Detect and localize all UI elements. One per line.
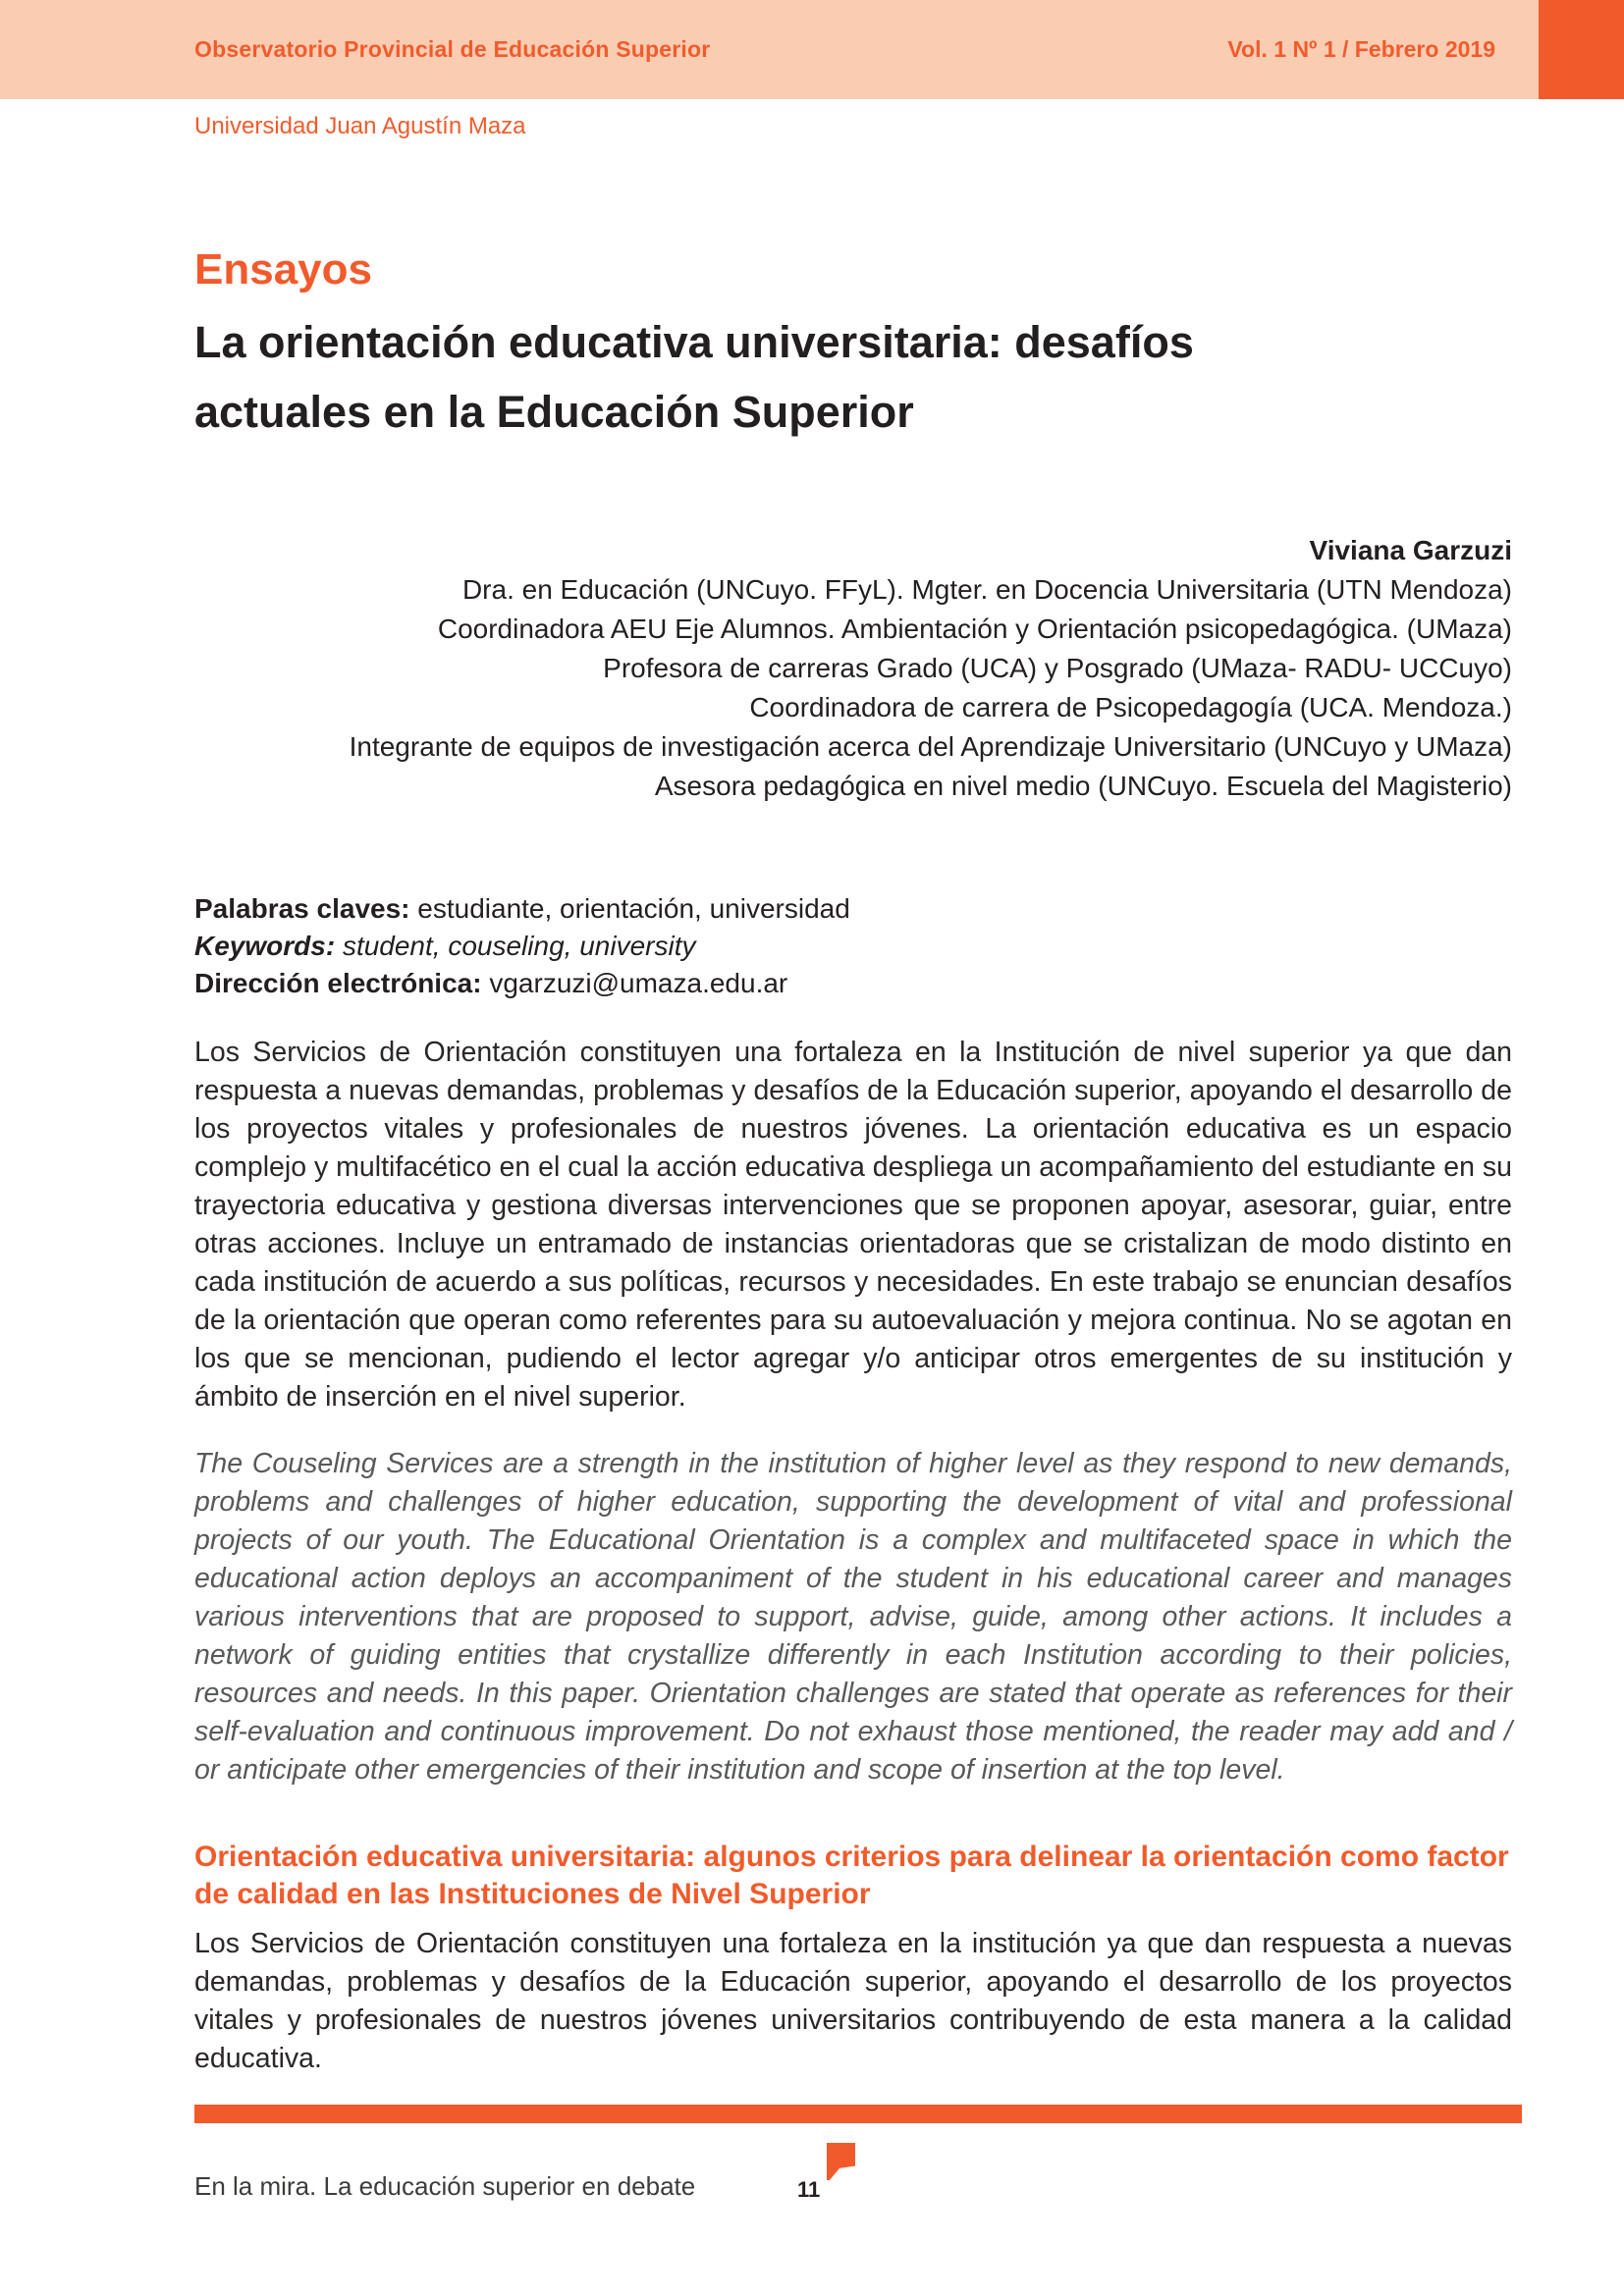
section-heading: Orientación educativa universitaria: algunos criterios para delinear la orientación como factor de calidad en las Instituciones de Nivel Superior	[194, 1840, 1509, 1910]
email-value: vgarzuzi@umaza.edu.ar	[489, 968, 788, 998]
author-affiliation: Coordinadora AEU Eje Alumnos. Ambientación y Orientación psicopedagógica. (UMaza)	[437, 614, 1512, 644]
keywords-en-value: student, couseling, university	[342, 931, 696, 961]
issue-info: Vol. 1 Nº 1 / Febrero 2019	[1227, 36, 1495, 62]
header-band	[0, 0, 1624, 99]
section-label: Ensayos	[194, 245, 372, 294]
author-name: Viviana Garzuzi	[1309, 535, 1512, 565]
bookmark-flag-icon	[827, 2143, 855, 2180]
keywords-es-label: Palabras claves:	[194, 893, 410, 924]
bottom-accent-bar	[194, 2105, 1522, 2123]
footer-tagline: En la mira. La educación superior en debate	[194, 2171, 696, 2201]
author-affiliation: Asesora pedagógica en nivel medio (UNCuyo. Escuela del Magisterio)	[654, 771, 1512, 801]
keywords-en-label: Keywords:	[194, 931, 336, 961]
author-block	[194, 531, 1512, 806]
article-title: La orientación educativa universitaria: desafíos actuales en la Educación Superior	[194, 317, 1194, 437]
article-content	[194, 99, 1512, 2106]
email-line	[194, 965, 1512, 1002]
abstract-english: The Couseling Services are a strength in the institution of higher level as they respond to new demands, problems and challenges of higher education, supporting the development of vital and professional projects of our youth. The Educational Orientation is a complex and multifaceted space in which the educational action deploys an accompaniment of the student in his educational career and manages various interventions that are proposed to support, advise, guide, among other actions. It includes a network of guiding entities that crystallize differently in each Institution according to their policies, resources and needs. In this paper. Orientation challenges are stated that operate as references for their self-evaluation and continuous improvement. Do not exhaust those mentioned, the reader may add and / or anticipate other emergencies of their institution and scope of insertion at the top level.	[194, 1447, 1512, 1786]
keywords-es-value: estudiante, orientación, universidad	[417, 893, 850, 924]
keywords-es-line	[194, 890, 1512, 928]
author-affiliation: Profesora de carreras Grado (UCA) y Posgrado (UMaza- RADU- UCCuyo)	[603, 653, 1512, 683]
email-label: Dirección electrónica:	[194, 968, 482, 998]
keywords-block	[194, 890, 1512, 1002]
university-name: Universidad Juan Agustín Maza	[194, 113, 526, 139]
keywords-en-line	[194, 928, 1512, 965]
author-affiliation: Dra. en Educación (UNCuyo. FFyL). Mgter. en Docencia Universitaria (UTN Mendoza)	[461, 574, 1512, 605]
body-paragraph: Los Servicios de Orientación constituyen una fortaleza en la institución ya que dan respuesta a nuevas demandas, problemas y desafíos de la Educación superior, apoyando el desarrollo de los proyectos vitales y profesionales de nuestros jóvenes universitarios contribuyendo de esta manera a la calidad educativa.	[194, 1927, 1512, 2074]
journal-name: Observatorio Provincial de Educación Superior	[194, 36, 711, 62]
author-affiliation: Coordinadora de carrera de Psicopedagogía (UCA. Mendoza.)	[749, 692, 1512, 722]
corner-accent-block	[1539, 0, 1624, 99]
page-number: 11	[797, 2177, 821, 2202]
author-affiliation: Integrante de equipos de investigación acerca del Aprendizaje Universitario (UNCuyo y UMaza)	[349, 731, 1512, 762]
abstract-spanish: Los Servicios de Orientación constituyen una fortaleza en la Institución de nivel superior ya que dan respuesta a nuevas demandas, problemas y desafíos de la Educación superior, apoyando el desarrollo de los proyectos vitales y profesionales de nuestros jóvenes. La orientación educativa es un espacio complejo y multifacético en el cual la acción educativa despliega un acompañamiento del estudiante en su trayectoria educativa y gestiona diversas intervenciones que se proponen apoyar, asesorar, guiar, entre otras acciones. Incluye un entramado de instancias orientadoras que se cristalizan de modo distinto en cada institución de acuerdo a sus políticas, recursos y necesidades. En este trabajo se enuncian desafíos de la orientación que operan como referentes para su autoevaluación y mejora continua. No se agotan en los que se mencionan, pudiendo el lector agregar y/o anticipar otros emergentes de su institución y ámbito de inserción en el nivel superior.	[194, 1037, 1512, 1413]
